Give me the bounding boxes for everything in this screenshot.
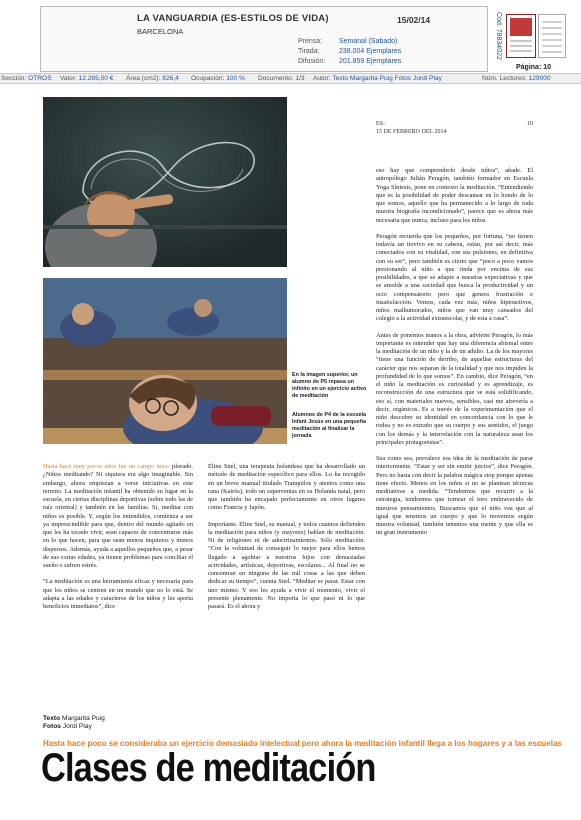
photo-child-chalkboard [43, 97, 287, 267]
paragraph: Importante. Eline Snel, su manual, y todos cuantos defienden la meditación para niños (y mayores) hablan de meditación. Ni de religiones ni de adoctrinamientos. Sólo meditación. “Con la voluntad de conseguir lo mejor para ellos hemos llegado a agobiar a nuestros hijos con demasiadas actividades, artísticas, deportivas, escolares... Al final no se concentran en ninguna de las mil cosas a las que deben dedicar su tiempo”, cuenta Snel. “Meditar es parar. Estar con uno mismo. Y eso les ayuda a vivir el momento, vivir el presente plenamente. No importa lo que pasó ni lo que pasará. Es el ahora y [208, 520, 365, 610]
paragraph: Eline Snel, una terapeuta holandesa que ha desarrollado un método de meditación específico para ellos. Lo ha recogido en un breve manual titulado Tranquilos y atentos como una rana (Kairós), todo un superventas en su Holanda natal, pero que también ha encajado perfectamente en otros lugares como Francia y Japón. [208, 463, 365, 512]
fotos-label: Fotos [43, 723, 61, 730]
cod-code: Cód: 78834022 [495, 12, 502, 60]
publication-name: LA VANGUARDIA (ES-ESTILOS DE VIDA) [137, 13, 329, 24]
seccion-field: Sección: OTROS [1, 75, 52, 82]
pagina-indicator [516, 64, 551, 71]
paragraph: Sea como sea, prevalece esa idea de la meditación de parar interiormente. “Estar y ser sin emitir juicios”, dice Peragón. Pero no basta con decir la palabra mágica stop porque apenas tiene efecto. Menos en los niños si no se plantean técnicas meditativas a medida. “Tendremos que recurrir a la estrategia, tendremos que tornear el toro embravecido de nuestros pensamientos. Buscamos que el niño vea que al igual que tenemos un cuerpo y que lo movemos según nuestra voluntad, también tenemos una mente y que ella es un gran instrumento [376, 455, 533, 537]
valor-field: Valor: 12.285,00 € [60, 75, 114, 82]
ocupacion-field: Ocupación: 100 % [191, 75, 245, 82]
page-thumbnail[interactable] [506, 14, 536, 58]
lectores-field: Núm. Lectores: 129000 [482, 75, 551, 82]
page-date: 15 DE FEBRERO DEL 2014 [376, 129, 447, 135]
page-number: 10 [527, 121, 533, 127]
paragraph: “La meditación es una herramienta eficaz y necesaria para que los niños se centren en un mundo que no lo está. Se adapta a las edades y caracteres de los niños y les aporta beneficios inmediatos”, dice [43, 578, 193, 610]
tirada-label: Tirada: [298, 48, 320, 55]
publication-date: 15/02/14 [397, 15, 431, 25]
difusion-label: Difusión: [298, 58, 326, 65]
article-headline: Clases de meditación [41, 746, 376, 790]
page-section-marker: ES- [376, 121, 385, 127]
caption-photo-bottom: Alumnos de P4 de la escuela Infant Jesús en una pequeña meditación al finalizar la jornada [292, 412, 367, 439]
pagina-label: Página: [516, 64, 542, 71]
texto-author: Margarita Puig [61, 715, 105, 722]
fotos-author: Jordi Play [62, 723, 92, 730]
prensa-value: Semanal (Sabado) [339, 38, 398, 45]
paragraph: eso hay que comprenderlo desde niños”, añade. El antropólogo Julián Peragón, también formador en Escuela Yoga Síntesis, pone en contexto la meditación. “Entendiendo que es la posibilidad de poder descansar en lo hondo de lo que somos, aquello que ha permanecido a lo largo de toda nuestra biografía incondicionado”, parece que es ahora más necesaria que nunca, incluso para los niños. [376, 167, 533, 224]
difusion-value: 201.859 Ejemplares [339, 58, 402, 65]
documento-field: Documento: 1/3 [258, 75, 305, 82]
page-thumbnail-text[interactable] [538, 14, 566, 58]
texto-label: Texto [43, 715, 61, 722]
article-subheadline: Hasta hace poco se consideraba un ejercicio demasiado intelectual pero ahora la meditación infantil llega a los hogares y a las escuelas [43, 739, 562, 748]
lead-in: Hasta hace muy pocos años fue un campo inex- [43, 463, 170, 470]
caption-photo-top: En la imagen superior, un alumno de P5 repasa un infinito en un ejercicio activo de meditación [292, 372, 367, 399]
paragraph [43, 463, 193, 570]
metadata-strip [0, 73, 581, 84]
article-column-1 [43, 463, 193, 611]
paragraph: Peragón recuerda que los pequeños, por fortuna, “no tienen todavía un tiovivo en su cabeza, están, por así decir, más conectados con su vitalidad, con sus pulsiones, en definitiva con su ser”, pero también es cierto que “poco a poco vamos presionando al niño a que rinda por encima de sus posibilidades, a que se adapte a nuestras expectativas y que se amolde a una sociedad que busca la productividad y un ocio compensatorio pero que genera frustración e insatisfacción. Vemos, cada vez más, niños hiperactivos, niños malhumorados, niños que van muy cansados del colegio a la actividad extraescolar, y de esta a casa”. [376, 232, 533, 323]
paragraph-text: plorado. ¿Niños meditando? Ni siquiera era algo imaginable. Sin embargo, ahora empiezan a verse iniciativas en este terreno. La meditación infantil ha obtenido su lugar en la escuela, en ciertas disciplinas deportivas (sobre todo las de raíz oriental) y también en las familias. Si, meditar con niños es posible. Y, según los entendidos, comienza a ser ya imprescindible para que, dentro del mundo agitado en que les ha tocado vivir, sean capaces de concentrarse más en lo que hacen, para que sean menos inquietos y menos dispersos. Además, ayuda a aquellos pequeños que, a pesar de sus cortas edades, ya tienen problemas para conciliar el sueño o sufren estrés. [43, 463, 193, 569]
publication-city: BARCELONA [137, 27, 184, 36]
autor-field: Autor: Texto Margarita Puig Fotos Jordi Play [313, 75, 442, 82]
article-credits [43, 715, 105, 731]
paragraph: Antes de ponernos manos a la obra, advierte Peragón, lo más importante es entender que hay una diferencia abismal entre la meditación de un niño y la de un adulto. La de los mayores “tiene una función de derribo, de aquellas estructuras del carácter que nos separan de la totalidad y que nos impiden la profundidad de lo que somos”. En cambio, dice Peragón, “en el niño la meditación es curiosidad y es aprendizaje, es reconstrucción de una estructura que se está solidificando, eso sí, con materiales nuevos, sensibles, casi me atrevería a decir, orgánicos. Es a través de la experimentación que el niño descubre su identidad en concordancia con lo que le rodea y no es extraño que su cuerpo y sus sentidos, el juego con los demás y la interrelación con la naturaleza sean los principales protagonistas”. [376, 331, 533, 446]
pagina-value: 10 [543, 64, 552, 71]
area-field: Área (cm2): 826,4 [126, 75, 179, 82]
prensa-label: Prensa: [298, 38, 323, 45]
article-column-3 [376, 167, 533, 538]
clipping-header [40, 6, 488, 72]
article-column-2 [208, 463, 365, 611]
tirada-value: 238.004 Ejemplares [339, 48, 402, 55]
photo-children-meditating [43, 278, 287, 444]
